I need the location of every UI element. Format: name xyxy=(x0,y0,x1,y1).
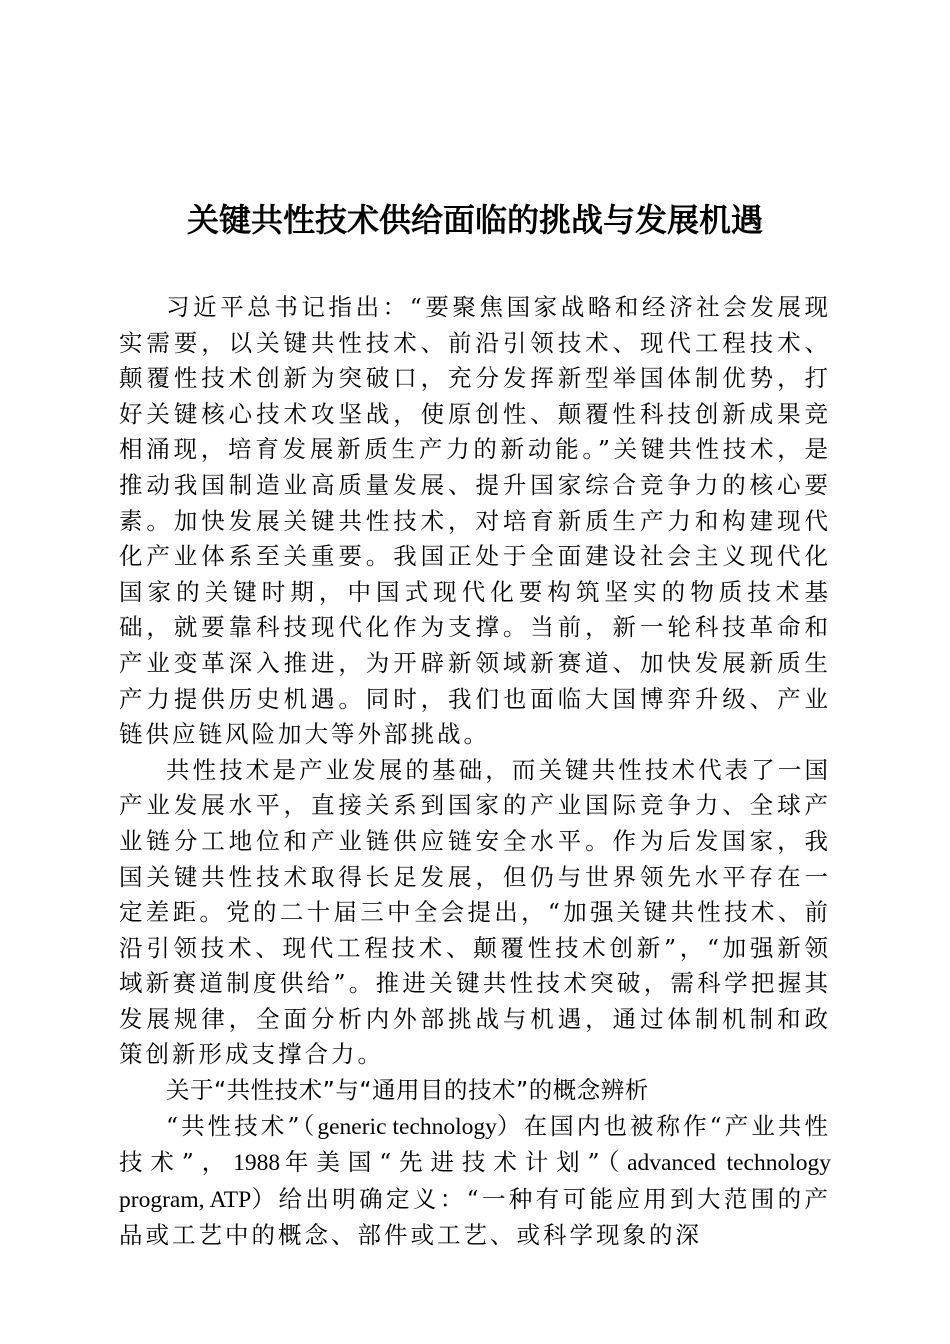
body-paragraph-3 xyxy=(119,1109,831,1254)
paragraph-3-text-a: “共性技术”（ xyxy=(166,1111,318,1140)
body-paragraph-1: 习近平总书记指出：“要聚焦国家战略和经济社会发展现实需要，以关键共性技术、前沿引领技术、现代工程技术、颠覆性技术创新为突破口，充分发挥新型举国体制优势，打好关键核心技术攻坚战，使原创性、颠覆性科技创新成果竞相涌现，培育发展新质生产力的新动能。”关键共性技术，是推动我国制造业高质量发展、提升国家综合竞争力的核心要素。加快发展关键共性技术，对培育新质生产力和构建现代化产业体系至关重要。我国正处于全面建设社会主义现代化国家的关键时期，中国式现代化要构筑坚实的物质技术基础，就要靠科技现代化作为支撑。当前，新一轮科技革命和产业变革深入推进，为开辟新领域新赛道、加快发展新质生产力提供历史机遇。同时，我们也面临大国博弈升级、产业链供应链风险加大等外部挑战。 xyxy=(119,293,831,749)
body-paragraph-2: 共性技术是产业发展的基础，而关键共性技术代表了一国产业发展水平，直接关系到国家的产业国际竞争力、全球产业链分工地位和产业链供应链安全水平。作为后发国家，我国关键共性技术取得长足发展，但仍与世界领先水平存在一定差距。党的二十届三中全会提出，“加强关键共性技术、前沿引领技术、现代工程技术、颠覆性技术创新”，“加强新领域新赛道制度供给”。推进关键共性技术突破，需科学把握其发展规律，全面分析内外部挑战与机遇，通过体制机制和政策创新形成支撑合力。 xyxy=(119,755,831,1069)
paragraph-3-text-b: ）在国内也被称作“产业共性技术”， xyxy=(119,1111,832,1177)
document-title: 关键共性技术供给面临的挑战与发展机遇 xyxy=(186,201,763,239)
document-body xyxy=(119,290,831,1254)
section-heading: 关于“共性技术”与“通用目的技术”的概念辨析 xyxy=(166,1076,649,1105)
paragraph-3-text-c: 年美国“先进技术计划”（ xyxy=(280,1148,628,1177)
paragraph-3-term-generic-technology: generic technology xyxy=(317,1113,497,1140)
paragraph-3-year: 1988 xyxy=(233,1150,281,1177)
paragraph-3-term-atp: advanced technology program, ATP xyxy=(119,1150,832,1213)
paragraph-3-text-d: ）给出明确定义：“一种有可能应用到大范围的产品或工艺中的概念、部件或工艺、或科学现象的深 xyxy=(119,1184,831,1250)
